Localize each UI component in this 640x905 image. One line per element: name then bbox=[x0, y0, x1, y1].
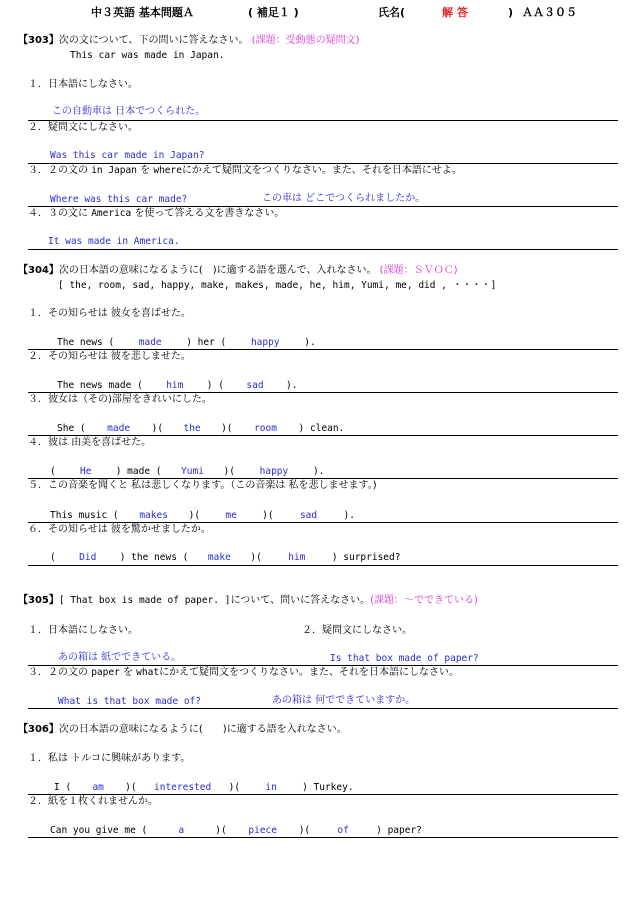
answer-line bbox=[28, 163, 618, 164]
s304-a3-text: ) clean. bbox=[298, 423, 345, 434]
section-304-header bbox=[18, 266, 457, 276]
section-303-instruction: 次の文について、下の問いに答えなさい。 bbox=[58, 35, 249, 46]
worksheet-code: ＡＡ３０５ bbox=[522, 6, 577, 19]
s306-a1-text: )( bbox=[125, 782, 137, 793]
s304-a1-text: The news ( bbox=[57, 337, 115, 348]
s304-a4-text: ) made ( bbox=[115, 466, 162, 477]
s304-q6: ６．その知らせは 彼を驚かせましたか。 bbox=[28, 524, 211, 535]
section-305-sentence: [ That box is made of paper. ] bbox=[58, 595, 231, 606]
s304-a2-blank: sad bbox=[246, 380, 264, 391]
s304-q5: ５．この音楽を聞くと 私は悲しくなります。（この音楽は 私を悲しませます。) bbox=[28, 480, 377, 491]
s304-a1-row bbox=[57, 338, 316, 348]
s304-a6-blank: Did bbox=[79, 552, 97, 563]
s303-q3-part: ３．２の文の bbox=[28, 165, 88, 176]
s304-a5-text: This music ( bbox=[50, 510, 119, 521]
s305-a3-en: What is that box made of? bbox=[58, 696, 201, 707]
s304-a1-blank: happy bbox=[250, 337, 280, 348]
s304-a4-row bbox=[50, 467, 324, 477]
s304-a3-blank: the bbox=[183, 423, 201, 434]
s304-a6-text: ) surprised? bbox=[331, 552, 401, 563]
s304-a6-text: ) the news ( bbox=[119, 552, 189, 563]
s304-a6-row bbox=[50, 553, 400, 563]
s304-a5-text: )( bbox=[188, 510, 201, 521]
section-303-sentence: This car was made in Japan. bbox=[70, 50, 225, 61]
s304-a1-blank: made bbox=[138, 337, 162, 348]
s306-q1: １．私は トルコに興味があります。 bbox=[28, 753, 191, 764]
s304-a3-blank: room bbox=[254, 423, 277, 434]
s304-q4: ４．彼は 由美を喜ばせた。 bbox=[28, 437, 152, 448]
s304-a1-text: ) her ( bbox=[186, 337, 227, 348]
s304-a1-text: ). bbox=[304, 337, 316, 348]
s303-a1: この自動車は 日本でつくられた。 bbox=[52, 106, 206, 117]
s306-a2-text: )( bbox=[215, 825, 227, 836]
s305-q3-part: にかえて疑問文をつくりなさい。また、それを日本語にしなさい。 bbox=[159, 667, 460, 678]
section-305-topic: (課題：～でできている) bbox=[370, 595, 478, 606]
s306-a2-blank: a bbox=[178, 825, 185, 836]
section-305-tag: 【305】 bbox=[18, 595, 59, 606]
s303-a3-jp: この車は どこでつくられましたか。 bbox=[262, 193, 426, 204]
s306-q2: ２．紙を１枚くれませんか。 bbox=[28, 796, 158, 807]
s305-q3-word: what bbox=[136, 667, 160, 678]
s303-a4: It was made in America. bbox=[48, 236, 180, 247]
s304-a6-blank: make bbox=[207, 552, 231, 563]
s303-q1: １．日本語にしなさい。 bbox=[28, 79, 138, 90]
section-303-topic: (課題：受動態の疑問文) bbox=[251, 35, 360, 46]
s303-q3 bbox=[28, 166, 462, 176]
s305-q3 bbox=[28, 668, 459, 678]
s303-q4-part: を使って答える文を書きなさい。 bbox=[134, 208, 285, 219]
s304-a5-blank: sad bbox=[299, 510, 318, 521]
answer-line bbox=[28, 708, 618, 709]
s303-q2: ２．疑問文にしなさい。 bbox=[28, 122, 138, 133]
answer-line bbox=[28, 206, 618, 207]
s303-q3-phrase: in Japan bbox=[91, 165, 137, 176]
s306-a1-blank: interested bbox=[154, 782, 212, 793]
s306-a1-row bbox=[54, 783, 354, 793]
section-303-header bbox=[18, 36, 359, 46]
section-306-tag: 【306】 bbox=[18, 724, 59, 735]
section-304-word-bank: [ the, room, sad, happy, make, makes, made, he, him, Yumi, me, did , ・・・・] bbox=[58, 280, 497, 291]
s305-q2: ２．疑問文にしなさい。 bbox=[302, 625, 412, 636]
s304-a5-blank: me bbox=[225, 510, 237, 521]
s306-a2-blank: piece bbox=[248, 825, 277, 836]
answer-line bbox=[28, 837, 618, 838]
s305-q3-part: ３．２の文の bbox=[28, 667, 88, 678]
s304-a4-blank: He bbox=[80, 466, 92, 477]
answer-line bbox=[28, 349, 618, 350]
s306-a2-text: ) paper? bbox=[376, 825, 422, 836]
s306-a2-blank: of bbox=[337, 825, 349, 836]
answer-line bbox=[28, 665, 618, 666]
s305-a1: あの箱は 紙でできている。 bbox=[58, 652, 182, 663]
s303-q4 bbox=[28, 209, 284, 219]
section-306-instruction: 次の日本語の意味になるように( )に適する語を入れなさい。 bbox=[58, 724, 347, 735]
s304-a5-blank: makes bbox=[139, 510, 168, 521]
supplement-label: ( 補足１ ) bbox=[248, 6, 299, 19]
s306-a1-blank: am bbox=[92, 782, 104, 793]
s304-a4-text: ). bbox=[312, 466, 325, 477]
s304-q2: ２．その知らせは 彼を悲しませた。 bbox=[28, 351, 191, 362]
answer-line bbox=[28, 435, 618, 436]
s303-q4-word: America bbox=[91, 208, 132, 219]
s304-a3-text: )( bbox=[151, 423, 164, 434]
s303-a3-en: Where was this car made? bbox=[50, 194, 188, 205]
s306-a2-text: Can you give me ( bbox=[50, 825, 148, 836]
answer-line bbox=[28, 392, 618, 393]
section-305-header bbox=[18, 596, 478, 606]
s304-q1: １．その知らせは 彼女を喜ばせた。 bbox=[28, 308, 191, 319]
s305-a2: Is that box made of paper? bbox=[330, 653, 479, 664]
s304-a3-blank: made bbox=[107, 423, 131, 434]
s304-a5-row bbox=[50, 511, 355, 521]
section-304-topic: (課題：ＳＶＯＣ) bbox=[379, 265, 458, 276]
name-close-paren: ) bbox=[508, 6, 514, 19]
s303-q3-word: where bbox=[153, 165, 182, 176]
s304-a5-text: ). bbox=[343, 510, 355, 521]
answer-line bbox=[28, 794, 618, 795]
worksheet-title: 中３英語 基本問題Ａ bbox=[91, 6, 194, 19]
s306-a1-text: I ( bbox=[54, 782, 72, 793]
section-304-instruction: 次の日本語の意味になるように( )に適する語を選んで、入れなさい。 bbox=[58, 265, 377, 276]
answer-line bbox=[28, 565, 618, 566]
s306-a1-blank: in bbox=[265, 782, 277, 793]
s304-a4-text: )( bbox=[223, 466, 235, 477]
s303-q3-part: を bbox=[140, 165, 151, 176]
section-305-instruction: について、問いに答えなさい。 bbox=[230, 595, 371, 606]
s304-a2-text: ). bbox=[285, 380, 298, 391]
s304-q3: ３．彼女は（その)部屋をきれいにした。 bbox=[28, 394, 212, 405]
section-303-tag: 【303】 bbox=[18, 35, 59, 46]
s304-a4-blank: Yumi bbox=[181, 466, 204, 477]
answer-line bbox=[28, 120, 618, 121]
s305-q1: １．日本語にしなさい。 bbox=[28, 625, 138, 636]
s304-a3-row bbox=[57, 424, 344, 434]
section-306-header bbox=[18, 725, 347, 735]
s305-q3-part: を bbox=[122, 667, 133, 678]
name-label: 氏名( bbox=[378, 6, 406, 19]
s304-a6-text: ( bbox=[50, 552, 56, 563]
s304-a2-text: ) ( bbox=[206, 380, 224, 391]
s303-q3-part: にかえて疑問文をつくりなさい。また、それを日本語にせよ。 bbox=[181, 165, 462, 176]
s304-a4-blank: happy bbox=[259, 466, 289, 477]
s303-q4-part: ４．３の文に bbox=[28, 208, 88, 219]
answer-line bbox=[28, 478, 618, 479]
s304-a6-text: )( bbox=[250, 552, 262, 563]
s306-a1-text: )( bbox=[228, 782, 241, 793]
s306-a2-text: )( bbox=[298, 825, 311, 836]
answer-mark: 解 答 bbox=[442, 6, 468, 19]
s304-a3-text: )( bbox=[221, 423, 233, 434]
s304-a2-text: The news made ( bbox=[57, 380, 143, 391]
s304-a4-text: ( bbox=[50, 466, 56, 477]
s304-a5-text: )( bbox=[262, 510, 274, 521]
s305-a3-jp: あの箱は 何でできていますか。 bbox=[272, 695, 416, 706]
s303-a2: Was this car made in Japan? bbox=[50, 150, 205, 161]
answer-line bbox=[28, 249, 618, 250]
s304-a3-text: She ( bbox=[57, 423, 86, 434]
s304-a2-blank: him bbox=[166, 380, 184, 391]
answer-line bbox=[28, 522, 618, 523]
s306-a1-text: ) Turkey. bbox=[302, 782, 354, 793]
s305-q3-word: paper bbox=[91, 667, 120, 678]
s304-a6-blank: him bbox=[288, 552, 306, 563]
s306-a2-row bbox=[50, 826, 422, 836]
section-304-tag: 【304】 bbox=[18, 265, 59, 276]
s304-a2-row bbox=[57, 381, 297, 391]
